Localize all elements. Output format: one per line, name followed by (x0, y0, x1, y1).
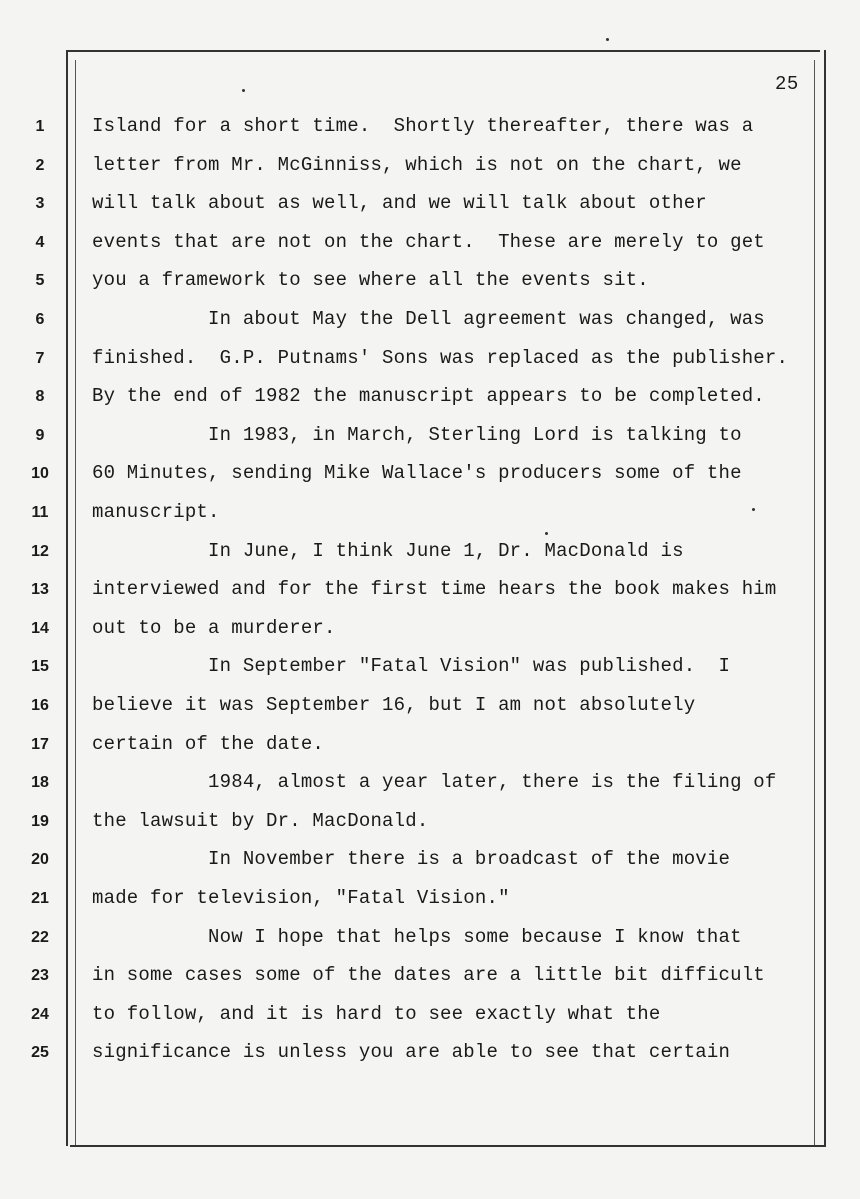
border-top (66, 50, 820, 52)
line-text: In November there is a broadcast of the movie (92, 848, 731, 871)
line-number: 13 (31, 581, 49, 599)
line-text: out to be a murderer. (92, 616, 336, 639)
line-text: believe it was September 16, but I am not absolutely (92, 694, 696, 716)
line-text: Island for a short time. Shortly thereafter, there was a (92, 115, 754, 137)
line-number: 4 (35, 233, 45, 251)
line-text: you a framework to see where all the events sit. (92, 269, 649, 292)
line-text: events that are not on the chart. These are merely to get (92, 230, 765, 253)
line-text: In June, I think June 1, Dr. MacDonald is (92, 539, 684, 562)
line-number: 25 (31, 1044, 49, 1062)
line-text: made for television, "Fatal Vision." (92, 887, 510, 909)
line-text: certain of the date. (92, 732, 325, 755)
line-number: 3 (35, 195, 45, 213)
line-number: 21 (31, 890, 49, 907)
line-number: 20 (31, 851, 49, 869)
border-right-inner (814, 60, 815, 1145)
page-number: 25 (775, 73, 799, 95)
line-text: 1984, almost a year later, there is the filing of (92, 771, 777, 794)
border-right-outer (824, 50, 826, 1146)
line-number: 8 (35, 388, 45, 406)
line-text: 60 Minutes, sending Mike Wallace's producers some of the (92, 462, 742, 485)
line-number: 19 (31, 812, 49, 830)
line-number: 1 (35, 118, 45, 135)
line-number: 15 (31, 658, 49, 676)
border-left-outer (66, 50, 68, 1146)
line-text: interviewed and for the first time hears the book makes him (92, 578, 777, 601)
border-left-inner (75, 60, 76, 1145)
scan-speck (752, 508, 755, 511)
line-text: significance is unless you are able to see that certain (92, 1041, 731, 1064)
line-text: In September "Fatal Vision" was published. I (92, 655, 731, 678)
line-number: 14 (31, 619, 49, 637)
line-number: 24 (31, 1005, 49, 1023)
line-text: letter from Mr. McGinniss, which is not on the chart, we (92, 153, 742, 176)
line-text: will talk about as well, and we will talk about other (92, 192, 707, 215)
line-number: 7 (35, 349, 45, 367)
line-text: manuscript. (92, 501, 220, 523)
scan-speck (545, 532, 548, 535)
line-text: the lawsuit by Dr. MacDonald. (92, 809, 429, 832)
line-number: 16 (31, 697, 49, 714)
line-number: 6 (35, 311, 45, 328)
line-number: 5 (35, 272, 45, 290)
line-number: 11 (31, 504, 49, 521)
line-text: By the end of 1982 the manuscript appears to be completed. (92, 385, 765, 408)
line-text: to follow, and it is hard to see exactly what the (92, 1002, 661, 1025)
line-number: 12 (31, 542, 49, 560)
line-number: 22 (31, 928, 49, 946)
line-number: 17 (31, 735, 49, 753)
scan-speck (242, 89, 245, 92)
line-number: 10 (31, 465, 49, 483)
line-number: 23 (31, 967, 49, 985)
line-text: In about May the Dell agreement was changed, was (92, 308, 765, 330)
line-number: 9 (35, 426, 45, 444)
border-bottom (70, 1145, 826, 1147)
scan-speck (606, 38, 609, 41)
line-number: 18 (31, 774, 49, 792)
line-text: In 1983, in March, Sterling Lord is talking to (92, 423, 742, 446)
line-number: 2 (35, 156, 45, 174)
line-text: finished. G.P. Putnams' Sons was replaced as the publisher. (92, 346, 789, 369)
line-text: Now I hope that helps some because I know that (92, 925, 742, 948)
line-text: in some cases some of the dates are a little bit difficult (92, 964, 765, 987)
